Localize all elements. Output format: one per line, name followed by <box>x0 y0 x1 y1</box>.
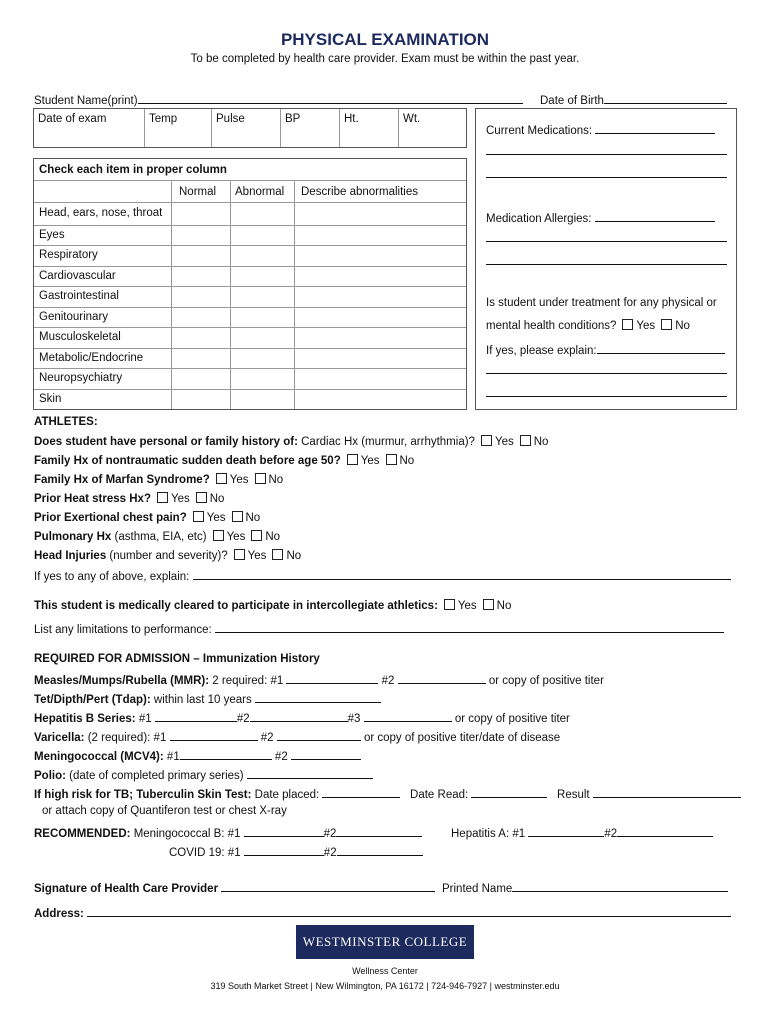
allergies-line[interactable] <box>486 264 727 265</box>
q3-no-checkbox[interactable] <box>255 473 266 484</box>
vitals-bp-label[interactable]: BP <box>285 113 301 125</box>
treatment-q2-row <box>486 319 690 332</box>
college-logo: WESTMINSTER COLLEGE <box>296 925 474 959</box>
clearance-yes-checkbox[interactable] <box>444 599 455 610</box>
hepa-2-label: #2 <box>604 828 618 840</box>
athletes-explain-field[interactable] <box>193 568 731 580</box>
current-meds-line[interactable] <box>486 154 727 155</box>
mmr-2-field[interactable] <box>398 672 486 684</box>
recommended-row <box>34 825 422 840</box>
treatment-no-label: No <box>675 320 690 332</box>
men-2-field[interactable] <box>291 748 361 760</box>
mmr-titer-label: or copy of positive titer <box>488 675 604 687</box>
hepb-label: Hepatitis B Series: <box>34 713 136 725</box>
polio-row <box>34 767 373 782</box>
med-allergies-field[interactable] <box>595 210 715 222</box>
tdap-field[interactable] <box>255 691 381 703</box>
footer-center: Wellness Center <box>352 966 418 976</box>
current-meds-field[interactable] <box>595 122 715 134</box>
clearance-text: This student is medically cleared to participate in intercollegiate athletics: <box>34 600 438 612</box>
student-name-label: Student Name(print) <box>34 95 138 107</box>
treatment-yes-checkbox[interactable] <box>622 319 633 330</box>
varicella-titer-label: or copy of positive titer/date of disease <box>363 732 561 744</box>
q3-yes-checkbox[interactable] <box>216 473 227 484</box>
allergies-row <box>486 210 715 225</box>
hepb-2-label: #2 <box>236 713 250 725</box>
athletes-q6 <box>34 530 280 543</box>
vitals-ht-label[interactable]: Ht. <box>344 113 359 125</box>
hepb-2-field[interactable] <box>250 710 348 722</box>
treatment-no-checkbox[interactable] <box>661 319 672 330</box>
q2-text: Family Hx of nontraumatic sudden death before age 50? <box>34 455 341 467</box>
hepb-3-label: #3 <box>347 713 361 725</box>
q1-yes-checkbox[interactable] <box>481 435 492 446</box>
covid-1-field[interactable] <box>244 844 324 856</box>
printed-name-label: Printed Name <box>442 883 513 895</box>
limitations-label: List any limitations to performance: <box>34 624 212 636</box>
explain-field[interactable] <box>597 342 725 354</box>
exam-item: Head, ears, nose, throat <box>39 207 163 219</box>
q5-yes-checkbox[interactable] <box>193 511 204 522</box>
q1-bold: Does student have personal or family history of: <box>34 436 298 448</box>
meningococcal-label: Meningococcal (MCV4): <box>34 751 164 763</box>
limitations-field[interactable] <box>215 621 724 633</box>
side-panel <box>475 108 737 410</box>
covid-1-label: COVID 19: #1 <box>169 847 241 859</box>
allergies-line[interactable] <box>486 241 727 242</box>
clearance-no-label: No <box>496 600 512 612</box>
q1-no-checkbox[interactable] <box>520 435 531 446</box>
varicella-2-field[interactable] <box>277 729 361 741</box>
polio-field[interactable] <box>247 767 373 779</box>
address-row <box>34 905 731 920</box>
exam-item: Eyes <box>39 229 65 241</box>
q2-no-checkbox[interactable] <box>386 454 397 465</box>
explain-line[interactable] <box>486 396 727 397</box>
hepb-3-field[interactable] <box>364 710 452 722</box>
med-allergies-label: Medication Allergies: <box>486 213 592 225</box>
q7-rest: (number and severity)? <box>109 550 228 562</box>
hepb-titer-label: or copy of positive titer <box>454 713 570 725</box>
vitals-table <box>33 108 467 148</box>
clearance-yes-label: Yes <box>457 600 477 612</box>
page-subtitle: To be completed by health care provider. Exam must be within the past year. <box>190 53 580 65</box>
printed-name-row <box>442 880 728 895</box>
tdap-row <box>34 691 381 706</box>
col-normal: Normal <box>179 186 217 198</box>
col-describe: Describe abnormalities <box>301 186 418 198</box>
vitals-date-label[interactable]: Date of exam <box>38 113 107 125</box>
exam-item: Genitourinary <box>39 311 109 323</box>
polio-rest: (date of completed primary series) <box>69 770 244 782</box>
hepb-row <box>34 710 570 725</box>
exam-item: Neuropsychiatry <box>39 372 123 384</box>
varicella-1-label: (2 required): #1 <box>87 732 167 744</box>
covid-2-label: #2 <box>323 847 337 859</box>
exam-item: Skin <box>39 393 62 405</box>
q2-yes-label: Yes <box>360 455 380 467</box>
explain-row <box>486 342 725 357</box>
athletes-heading: ATHLETES: <box>34 416 98 428</box>
current-meds-label: Current Medications: <box>486 125 593 137</box>
q2-yes-checkbox[interactable] <box>347 454 358 465</box>
immunization-heading: REQUIRED FOR ADMISSION – Immunization History <box>34 653 320 665</box>
exam-table <box>33 158 467 410</box>
varicella-row <box>34 729 560 744</box>
tb-result-field[interactable] <box>593 786 741 798</box>
footer-address: 319 South Market Street | New Wilmington, PA 16172 | 724-946-7927 | westminster.edu <box>210 981 560 991</box>
menb-1-field[interactable] <box>244 825 324 837</box>
q5-yes-label: Yes <box>206 512 226 524</box>
q6-yes-label: Yes <box>226 531 246 543</box>
menb-1-label: Meningococcal B: #1 <box>133 828 241 840</box>
dob-field[interactable] <box>604 92 727 104</box>
athletes-q2 <box>34 454 414 467</box>
athletes-explain-label: If yes to any of above, explain: <box>34 571 190 583</box>
athletes-q3 <box>34 473 283 486</box>
menb-2-field[interactable] <box>336 825 422 837</box>
tb-placed-field[interactable] <box>322 786 400 798</box>
men-2-label: #2 <box>274 751 288 763</box>
tb-placed-label: Date placed: <box>254 789 320 801</box>
dob-label: Date of Birth <box>540 95 604 107</box>
current-meds-line[interactable] <box>486 177 727 178</box>
treatment-yes-label: Yes <box>636 320 656 332</box>
vitals-temp-label[interactable]: Temp <box>149 113 178 125</box>
tb-read-label: Date Read: <box>410 789 469 801</box>
q6-yes-checkbox[interactable] <box>213 530 224 541</box>
treatment-q2: mental health conditions? <box>486 320 617 332</box>
hepa-1-field[interactable] <box>528 825 604 837</box>
athletes-explain-row <box>34 568 731 583</box>
clearance-no-checkbox[interactable] <box>483 599 494 610</box>
student-name-row <box>34 92 523 107</box>
q1-rest: Cardiac Hx (murmur, arrhythmia)? <box>301 436 475 448</box>
tdap-label: Tet/Dipth/Pert (Tdap): <box>34 694 151 706</box>
hepa-2-field[interactable] <box>617 825 713 837</box>
exam-item: Gastrointestinal <box>39 290 119 302</box>
q7-yes-checkbox[interactable] <box>234 549 245 560</box>
exam-item: Metabolic/Endocrine <box>39 352 144 364</box>
q7-no-checkbox[interactable] <box>272 549 283 560</box>
signature-field[interactable] <box>221 880 435 892</box>
q2-no-label: No <box>399 455 415 467</box>
dob-row <box>540 92 727 107</box>
mmr-row <box>34 672 604 687</box>
exam-item: Musculoskeletal <box>39 331 121 343</box>
q6-bold: Pulmonary Hx <box>34 531 112 543</box>
exam-header: Check each item in proper column <box>39 164 227 176</box>
signature-row <box>34 880 435 895</box>
tb-attach: or attach copy of Quantiferon test or chest X-ray <box>42 805 287 817</box>
limitations-row <box>34 621 724 636</box>
clearance-row <box>34 599 511 612</box>
hepa-1-label: Hepatitis A: #1 <box>451 828 526 840</box>
polio-label: Polio: <box>34 770 66 782</box>
q4-no-label: No <box>209 493 225 505</box>
men-1-field[interactable] <box>180 748 272 760</box>
signature-label: Signature of Health Care Provider <box>34 883 219 895</box>
covid-row <box>169 844 423 859</box>
q7-yes-label: Yes <box>247 550 267 562</box>
q1-no-label: No <box>533 436 549 448</box>
mmr-1-label: 2 required: #1 <box>212 675 284 687</box>
page-title: PHYSICAL EXAMINATION <box>280 30 490 49</box>
exam-item: Respiratory <box>39 249 98 261</box>
varicella-2-label: #2 <box>260 732 274 744</box>
q7-bold: Head Injuries <box>34 550 107 562</box>
current-meds-row <box>486 122 715 137</box>
athletes-q1 <box>34 435 548 448</box>
q1-yes-label: Yes <box>494 436 514 448</box>
explain-line[interactable] <box>486 373 727 374</box>
tb-label: If high risk for TB; Tuberculin Skin Test: <box>34 789 252 801</box>
q6-no-label: No <box>265 531 281 543</box>
q5-text: Prior Exertional chest pain? <box>34 512 187 524</box>
hepb-1-label: #1 <box>138 713 152 725</box>
tb-result-label: Result <box>557 789 590 801</box>
mmr-2-label: #2 <box>381 675 395 687</box>
q3-yes-label: Yes <box>229 474 249 486</box>
tb-row <box>34 786 741 801</box>
mmr-label: Measles/Mumps/Rubella (MMR): <box>34 675 210 687</box>
q4-no-checkbox[interactable] <box>196 492 207 503</box>
vitals-wt-label[interactable]: Wt. <box>403 113 421 125</box>
tb-read-field[interactable] <box>471 786 547 798</box>
hepa-row <box>451 825 713 840</box>
mmr-1-field[interactable] <box>286 672 378 684</box>
student-name-field[interactable] <box>138 92 523 104</box>
athletes-q7 <box>34 549 301 562</box>
hepb-1-field[interactable] <box>155 710 237 722</box>
address-field[interactable] <box>87 905 731 917</box>
tdap-rest: within last 10 years <box>153 694 252 706</box>
menb-2-label: #2 <box>323 828 337 840</box>
vitals-pulse-label[interactable]: Pulse <box>216 113 245 125</box>
men-1-label: #1 <box>166 751 180 763</box>
q4-yes-label: Yes <box>170 493 190 505</box>
explain-label: If yes, please explain: <box>486 345 597 357</box>
address-label: Address: <box>34 908 84 920</box>
varicella-1-field[interactable] <box>170 729 258 741</box>
q5-no-label: No <box>245 512 261 524</box>
q6-no-checkbox[interactable] <box>251 530 262 541</box>
q7-no-label: No <box>286 550 302 562</box>
q5-no-checkbox[interactable] <box>232 511 243 522</box>
q3-no-label: No <box>268 474 284 486</box>
q4-yes-checkbox[interactable] <box>157 492 168 503</box>
printed-name-field[interactable] <box>512 880 728 892</box>
covid-2-field[interactable] <box>337 844 423 856</box>
col-abnormal: Abnormal <box>235 186 285 198</box>
athletes-q4 <box>34 492 224 505</box>
meningococcal-row <box>34 748 361 763</box>
exam-item: Cardiovascular <box>39 270 116 282</box>
athletes-q5 <box>34 511 260 524</box>
recommended-label: RECOMMENDED: <box>34 828 131 840</box>
q3-text: Family Hx of Marfan Syndrome? <box>34 474 210 486</box>
q6-rest: (asthma, EIA, etc) <box>114 531 207 543</box>
varicella-label: Varicella: <box>34 732 85 744</box>
treatment-q1: Is student under treatment for any physical or <box>486 297 717 309</box>
q4-text: Prior Heat stress Hx? <box>34 493 151 505</box>
